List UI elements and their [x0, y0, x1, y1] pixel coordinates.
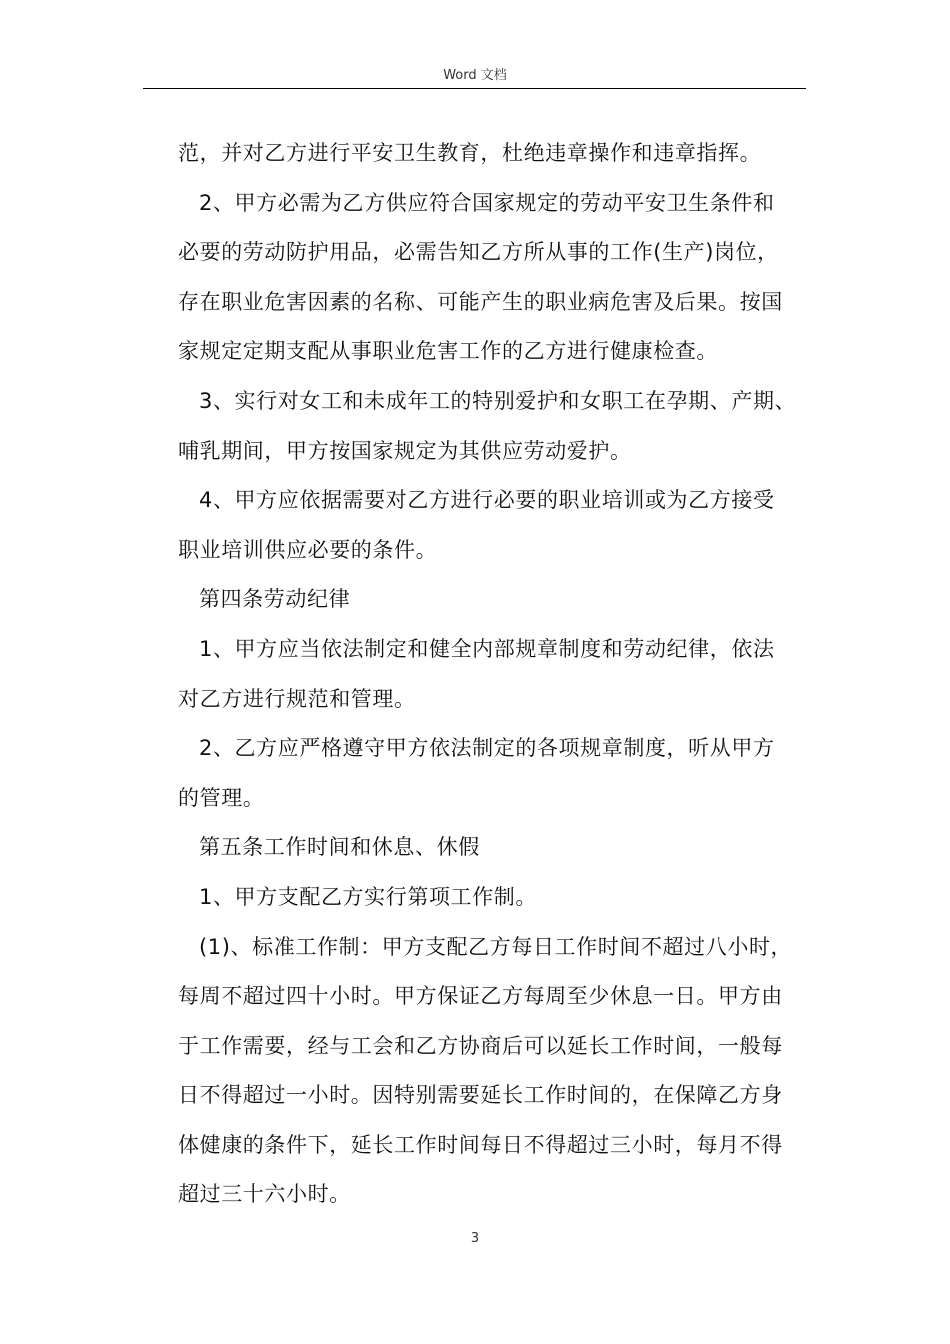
body-line: 必要的劳动防护用品，必需告知乙方所从事的工作(生产)岗位，: [178, 240, 779, 265]
body-line: 日不得超过一小时。因特别需要延长工作时间的，在保障乙方身: [178, 1083, 783, 1108]
body-line: 1、甲方支配乙方实行第项工作制。: [199, 884, 537, 909]
document-body: [178, 129, 808, 1220]
body-line: 2、甲方必需为乙方供应符合国家规定的劳动平安卫生条件和: [199, 190, 775, 215]
body-line: 家规定定期支配从事职业危害工作的乙方进行健康检查。: [178, 339, 718, 364]
body-line: (1)、标准工作制：甲方支配乙方每日工作时间不超过八小时，: [199, 934, 793, 959]
body-line: 范，并对乙方进行平安卫生教育，杜绝违章操作和违章指挥。: [178, 141, 762, 165]
body-line: 的管理。: [178, 785, 265, 810]
body-line: 1、甲方应当依法制定和健全内部规章制度和劳动纪律，依法: [199, 636, 775, 661]
body-line: 哺乳期间，甲方按国家规定为其供应劳动爱护。: [178, 438, 632, 463]
body-line: 对乙方进行规范和管理。: [178, 686, 416, 711]
body-line: 超过三十六小时。: [178, 1182, 351, 1207]
body-line: 存在职业危害因素的名称、可能产生的职业病危害及后果。按国: [178, 289, 783, 314]
body-line: 于工作需要，经与工会和乙方协商后可以延长工作时间，一般每: [178, 1033, 783, 1058]
page-number: 3: [470, 1231, 480, 1246]
page-header-title: Word 文档: [443, 68, 507, 83]
body-line: 2、乙方应严格遵守甲方依法制定的各项规章制度，听从甲方: [199, 736, 775, 761]
body-line: 职业培训供应必要的条件。: [178, 537, 438, 562]
body-line: 每周不超过四十小时。甲方保证乙方每周至少休息一日。甲方由: [178, 984, 783, 1009]
header-rule: [143, 88, 806, 89]
body-line: 体健康的条件下，延长工作时间每日不得超过三小时，每月不得: [178, 1132, 783, 1157]
section-heading: 第四条劳动纪律: [199, 587, 351, 612]
body-line: 3、实行对女工和未成年工的特别爱护和女职工在孕期、产期、: [199, 388, 797, 413]
section-heading: 第五条工作时间和休息、休假: [199, 835, 480, 860]
body-line: 4、甲方应依据需要对乙方进行必要的职业培训或为乙方接受: [199, 488, 775, 513]
